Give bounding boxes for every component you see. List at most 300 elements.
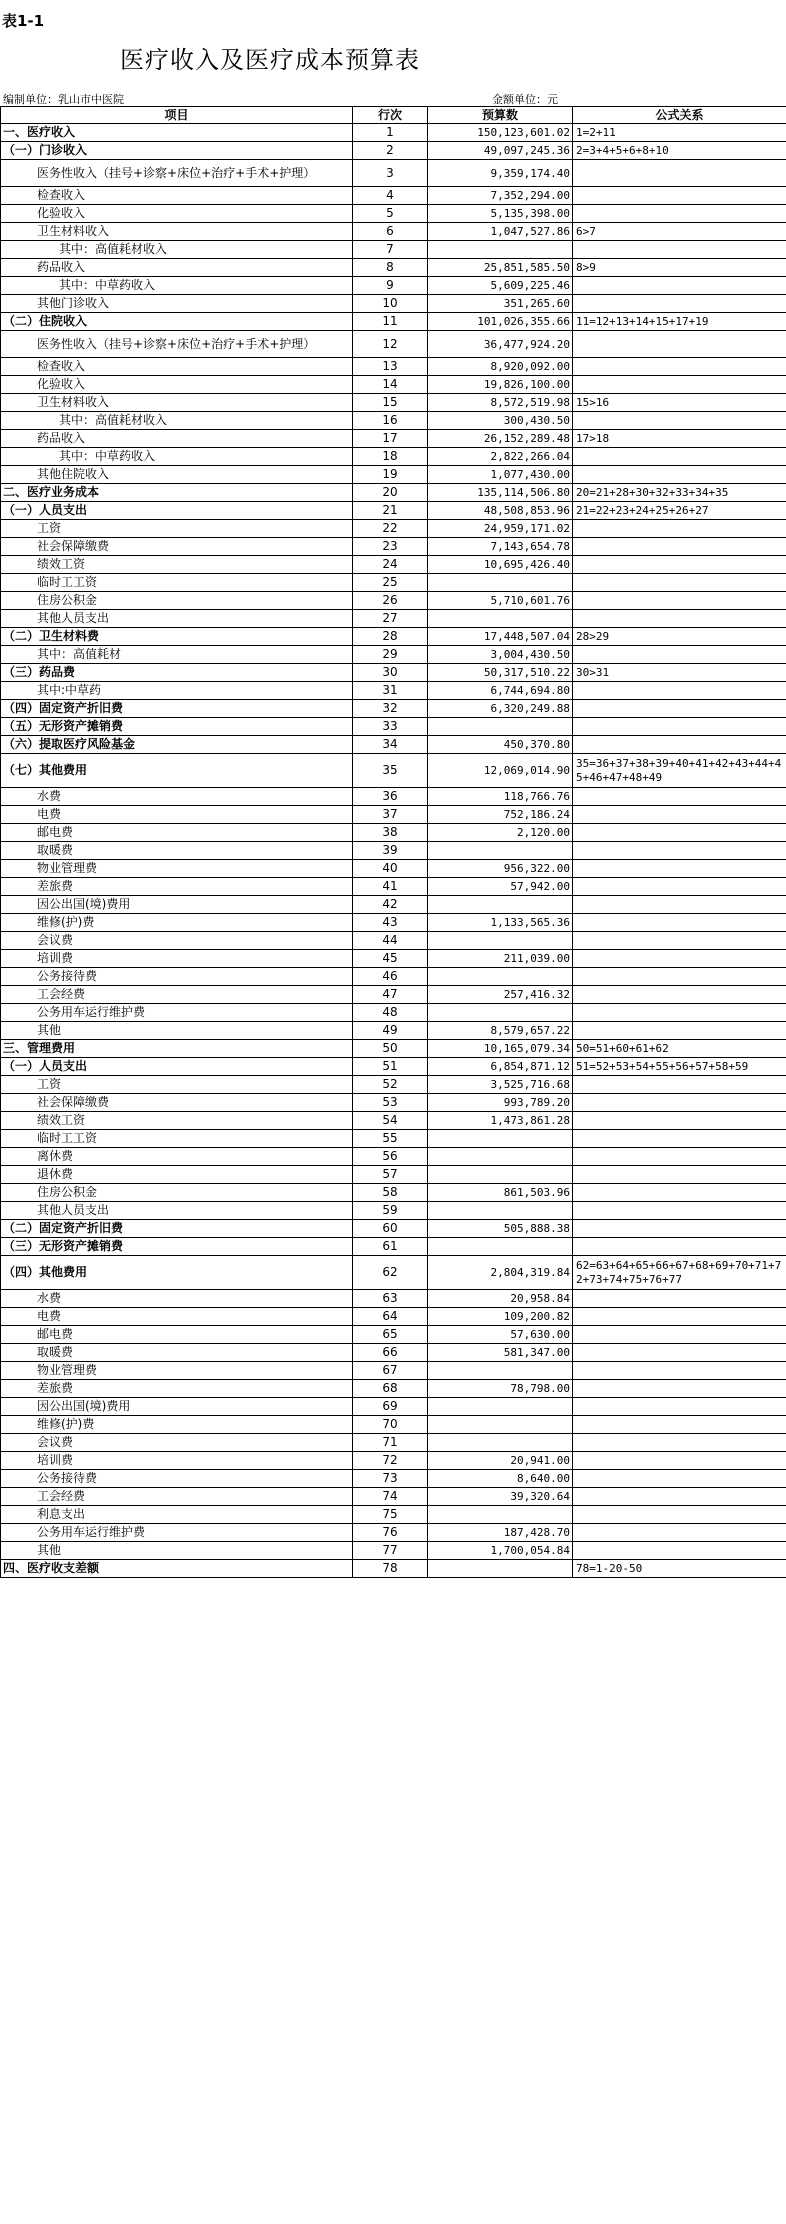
- row-item: （七）其他费用: [1, 754, 353, 788]
- table-row: [1, 610, 786, 628]
- row-item: 检查收入: [1, 358, 353, 376]
- row-formula: [573, 878, 786, 896]
- column-header-item: 项目: [1, 107, 353, 124]
- row-formula: [573, 538, 786, 556]
- row-budget-amount: 39,320.64: [428, 1488, 573, 1506]
- row-budget-amount: 2,804,319.84: [428, 1256, 573, 1290]
- table-row: [1, 824, 786, 842]
- row-line-number: 4: [353, 187, 428, 205]
- row-line-number: 56: [353, 1148, 428, 1166]
- row-line-number: 67: [353, 1362, 428, 1380]
- currency-unit: 金额单位：元: [492, 93, 558, 106]
- row-line-number: 45: [353, 950, 428, 968]
- table-row: [1, 1256, 786, 1290]
- row-item: （一）门诊收入: [1, 142, 353, 160]
- row-formula: 11=12+13+14+15+17+19: [573, 313, 786, 331]
- table-row: [1, 448, 786, 466]
- table-row: [1, 394, 786, 412]
- row-formula: 17>18: [573, 430, 786, 448]
- table-row: [1, 295, 786, 313]
- row-budget-amount: 187,428.70: [428, 1524, 573, 1542]
- row-budget-amount: 5,609,225.46: [428, 277, 573, 295]
- table-row: [1, 1434, 786, 1452]
- row-item: 培训费: [1, 1452, 353, 1470]
- row-budget-amount: 20,941.00: [428, 1452, 573, 1470]
- row-line-number: 22: [353, 520, 428, 538]
- row-budget-amount: 150,123,601.02: [428, 124, 573, 142]
- row-item: 住房公积金: [1, 1184, 353, 1202]
- row-item: 社会保障缴费: [1, 1094, 353, 1112]
- row-formula: [573, 1094, 786, 1112]
- row-line-number: 9: [353, 277, 428, 295]
- row-item: 离休费: [1, 1148, 353, 1166]
- row-line-number: 62: [353, 1256, 428, 1290]
- table-row: [1, 1184, 786, 1202]
- row-budget-amount: 861,503.96: [428, 1184, 573, 1202]
- table-row: [1, 664, 786, 682]
- row-formula: 21=22+23+24+25+26+27: [573, 502, 786, 520]
- row-budget-amount: 5,710,601.76: [428, 592, 573, 610]
- row-line-number: 25: [353, 574, 428, 592]
- row-line-number: 39: [353, 842, 428, 860]
- row-budget-amount: 1,047,527.86: [428, 223, 573, 241]
- row-line-number: 20: [353, 484, 428, 502]
- row-line-number: 19: [353, 466, 428, 484]
- row-budget-amount: [428, 1004, 573, 1022]
- row-item: 其中：中草药收入: [1, 277, 353, 295]
- table-row: [1, 718, 786, 736]
- row-line-number: 64: [353, 1308, 428, 1326]
- row-budget-amount: 752,186.24: [428, 806, 573, 824]
- row-item: 其中：高值耗材收入: [1, 241, 353, 259]
- row-line-number: 75: [353, 1506, 428, 1524]
- row-budget-amount: 36,477,924.20: [428, 331, 573, 358]
- row-item: 四、医疗收支差额: [1, 1560, 353, 1578]
- row-item: 公务接待费: [1, 1470, 353, 1488]
- row-formula: [573, 950, 786, 968]
- row-line-number: 78: [353, 1560, 428, 1578]
- row-budget-amount: 1,473,861.28: [428, 1112, 573, 1130]
- row-line-number: 31: [353, 682, 428, 700]
- table-row: [1, 1290, 786, 1308]
- table-row: [1, 1112, 786, 1130]
- row-line-number: 47: [353, 986, 428, 1004]
- row-budget-amount: 10,165,079.34: [428, 1040, 573, 1058]
- row-formula: [573, 682, 786, 700]
- row-formula: [573, 1290, 786, 1308]
- row-budget-amount: 19,826,100.00: [428, 376, 573, 394]
- row-budget-amount: 7,143,654.78: [428, 538, 573, 556]
- row-formula: 2=3+4+5+6+8+10: [573, 142, 786, 160]
- row-formula: [573, 574, 786, 592]
- row-line-number: 21: [353, 502, 428, 520]
- table-row: [1, 1524, 786, 1542]
- row-formula: [573, 1166, 786, 1184]
- row-item: 一、医疗收入: [1, 124, 353, 142]
- table-row: [1, 124, 786, 142]
- table-row: [1, 520, 786, 538]
- row-budget-amount: 7,352,294.00: [428, 187, 573, 205]
- row-formula: 35=36+37+38+39+40+41+42+43+44+45+46+47+48+49: [573, 754, 786, 788]
- table-row: [1, 986, 786, 1004]
- row-line-number: 58: [353, 1184, 428, 1202]
- table-row: [1, 241, 786, 259]
- row-line-number: 41: [353, 878, 428, 896]
- row-item: 取暖费: [1, 842, 353, 860]
- row-line-number: 69: [353, 1398, 428, 1416]
- row-line-number: 10: [353, 295, 428, 313]
- row-budget-amount: 9,359,174.40: [428, 160, 573, 187]
- row-line-number: 34: [353, 736, 428, 754]
- row-budget-amount: 25,851,585.50: [428, 259, 573, 277]
- table-row: [1, 1004, 786, 1022]
- row-line-number: 52: [353, 1076, 428, 1094]
- row-item: 检查收入: [1, 187, 353, 205]
- row-line-number: 29: [353, 646, 428, 664]
- row-item: 其中:中草药: [1, 682, 353, 700]
- row-line-number: 77: [353, 1542, 428, 1560]
- table-row: [1, 277, 786, 295]
- row-item: 维修(护)费: [1, 1416, 353, 1434]
- table-row: [1, 1416, 786, 1434]
- row-line-number: 7: [353, 241, 428, 259]
- row-budget-amount: [428, 932, 573, 950]
- table-row: [1, 574, 786, 592]
- row-budget-amount: 3,525,716.68: [428, 1076, 573, 1094]
- row-formula: [573, 1362, 786, 1380]
- table-row: [1, 1130, 786, 1148]
- row-item: 公务用车运行维护费: [1, 1004, 353, 1022]
- table-row: [1, 736, 786, 754]
- row-item: 邮电费: [1, 1326, 353, 1344]
- row-item: 工会经费: [1, 986, 353, 1004]
- row-line-number: 26: [353, 592, 428, 610]
- row-line-number: 12: [353, 331, 428, 358]
- row-budget-amount: 8,640.00: [428, 1470, 573, 1488]
- budget-table: [0, 106, 786, 1578]
- row-formula: [573, 1238, 786, 1256]
- row-formula: [573, 824, 786, 842]
- row-budget-amount: [428, 1398, 573, 1416]
- row-budget-amount: 24,959,171.02: [428, 520, 573, 538]
- row-item: 绩效工资: [1, 556, 353, 574]
- row-formula: [573, 1220, 786, 1238]
- row-line-number: 60: [353, 1220, 428, 1238]
- row-formula: [573, 986, 786, 1004]
- table-id: 表1-1: [2, 12, 45, 30]
- row-formula: 6>7: [573, 223, 786, 241]
- row-line-number: 2: [353, 142, 428, 160]
- row-line-number: 40: [353, 860, 428, 878]
- row-formula: [573, 1488, 786, 1506]
- row-line-number: 43: [353, 914, 428, 932]
- row-item: 物业管理费: [1, 1362, 353, 1380]
- row-budget-amount: 1,077,430.00: [428, 466, 573, 484]
- row-line-number: 51: [353, 1058, 428, 1076]
- row-budget-amount: 57,942.00: [428, 878, 573, 896]
- row-formula: [573, 520, 786, 538]
- row-line-number: 15: [353, 394, 428, 412]
- row-formula: [573, 1416, 786, 1434]
- row-budget-amount: 6,854,871.12: [428, 1058, 573, 1076]
- row-item: 工会经费: [1, 1488, 353, 1506]
- row-formula: [573, 700, 786, 718]
- row-budget-amount: [428, 1434, 573, 1452]
- table-row: [1, 914, 786, 932]
- row-formula: [573, 1202, 786, 1220]
- row-formula: 20=21+28+30+32+33+34+35: [573, 484, 786, 502]
- row-formula: [573, 205, 786, 223]
- row-formula: [573, 556, 786, 574]
- row-budget-amount: 5,135,398.00: [428, 205, 573, 223]
- row-budget-amount: 6,744,694.80: [428, 682, 573, 700]
- row-formula: [573, 1452, 786, 1470]
- table-row: [1, 788, 786, 806]
- row-line-number: 6: [353, 223, 428, 241]
- table-row: [1, 842, 786, 860]
- row-budget-amount: [428, 610, 573, 628]
- row-item: 卫生材料收入: [1, 394, 353, 412]
- row-formula: [573, 1022, 786, 1040]
- row-line-number: 73: [353, 1470, 428, 1488]
- row-formula: 51=52+53+54+55+56+57+58+59: [573, 1058, 786, 1076]
- row-formula: [573, 1148, 786, 1166]
- row-line-number: 74: [353, 1488, 428, 1506]
- row-item: 公务用车运行维护费: [1, 1524, 353, 1542]
- row-formula: [573, 448, 786, 466]
- row-item: 其中：中草药收入: [1, 448, 353, 466]
- row-item: 绩效工资: [1, 1112, 353, 1130]
- table-row: [1, 358, 786, 376]
- row-formula: [573, 842, 786, 860]
- table-row: [1, 950, 786, 968]
- row-item: 工资: [1, 520, 353, 538]
- row-line-number: 42: [353, 896, 428, 914]
- row-budget-amount: [428, 1362, 573, 1380]
- column-header-amount: 预算数: [428, 107, 573, 124]
- page-title: 医疗收入及医疗成本预算表: [120, 46, 420, 74]
- row-budget-amount: 2,822,266.04: [428, 448, 573, 466]
- row-item: 其他住院收入: [1, 466, 353, 484]
- row-line-number: 54: [353, 1112, 428, 1130]
- row-item: 利息支出: [1, 1506, 353, 1524]
- table-row: [1, 259, 786, 277]
- table-row: [1, 1058, 786, 1076]
- row-line-number: 1: [353, 124, 428, 142]
- row-budget-amount: 109,200.82: [428, 1308, 573, 1326]
- row-budget-amount: 49,097,245.36: [428, 142, 573, 160]
- row-budget-amount: 12,069,014.90: [428, 754, 573, 788]
- row-line-number: 48: [353, 1004, 428, 1022]
- row-item: 药品收入: [1, 259, 353, 277]
- row-line-number: 59: [353, 1202, 428, 1220]
- row-budget-amount: 450,370.80: [428, 736, 573, 754]
- row-line-number: 49: [353, 1022, 428, 1040]
- row-item: 化验收入: [1, 376, 353, 394]
- row-budget-amount: 78,798.00: [428, 1380, 573, 1398]
- row-formula: [573, 331, 786, 358]
- row-budget-amount: 20,958.84: [428, 1290, 573, 1308]
- row-item: 公务接待费: [1, 968, 353, 986]
- row-item: （二）卫生材料费: [1, 628, 353, 646]
- row-line-number: 65: [353, 1326, 428, 1344]
- row-line-number: 38: [353, 824, 428, 842]
- row-formula: [573, 1326, 786, 1344]
- table-row: [1, 538, 786, 556]
- row-formula: [573, 788, 786, 806]
- table-row: [1, 1488, 786, 1506]
- row-formula: 8>9: [573, 259, 786, 277]
- row-budget-amount: [428, 1202, 573, 1220]
- row-budget-amount: [428, 574, 573, 592]
- row-budget-amount: 993,789.20: [428, 1094, 573, 1112]
- row-item: 维修(护)费: [1, 914, 353, 932]
- row-budget-amount: 1,700,054.84: [428, 1542, 573, 1560]
- row-budget-amount: 300,430.50: [428, 412, 573, 430]
- row-line-number: 66: [353, 1344, 428, 1362]
- row-formula: [573, 860, 786, 878]
- table-row: [1, 932, 786, 950]
- row-line-number: 23: [353, 538, 428, 556]
- row-formula: [573, 1076, 786, 1094]
- row-item: 会议费: [1, 932, 353, 950]
- row-formula: [573, 914, 786, 932]
- row-formula: [573, 718, 786, 736]
- row-budget-amount: [428, 1166, 573, 1184]
- row-formula: 30>31: [573, 664, 786, 682]
- table-row: [1, 860, 786, 878]
- row-formula: [573, 1542, 786, 1560]
- row-budget-amount: [428, 1130, 573, 1148]
- row-budget-amount: [428, 1416, 573, 1434]
- row-formula: 78=1-20-50: [573, 1560, 786, 1578]
- row-budget-amount: [428, 1560, 573, 1578]
- table-row: [1, 1470, 786, 1488]
- table-row: [1, 1202, 786, 1220]
- table-row: [1, 376, 786, 394]
- row-item: 医务性收入（挂号+诊察+床位+治疗+手术+护理）: [1, 160, 353, 187]
- table-row: [1, 1326, 786, 1344]
- row-item: 工资: [1, 1076, 353, 1094]
- table-row: [1, 1094, 786, 1112]
- row-budget-amount: [428, 241, 573, 259]
- row-item: 退休费: [1, 1166, 353, 1184]
- table-row: [1, 1398, 786, 1416]
- row-budget-amount: 8,579,657.22: [428, 1022, 573, 1040]
- table-row: [1, 1166, 786, 1184]
- table-row: [1, 205, 786, 223]
- row-item: 药品收入: [1, 430, 353, 448]
- row-line-number: 14: [353, 376, 428, 394]
- row-line-number: 18: [353, 448, 428, 466]
- row-formula: 15>16: [573, 394, 786, 412]
- compiling-unit: 编制单位：乳山市中医院: [3, 93, 124, 106]
- row-line-number: 44: [353, 932, 428, 950]
- row-formula: [573, 412, 786, 430]
- row-item: 其他门诊收入: [1, 295, 353, 313]
- row-formula: [573, 187, 786, 205]
- row-line-number: 27: [353, 610, 428, 628]
- row-budget-amount: 1,133,565.36: [428, 914, 573, 932]
- row-formula: 1=2+11: [573, 124, 786, 142]
- row-item: （二）固定资产折旧费: [1, 1220, 353, 1238]
- table-row: [1, 1560, 786, 1578]
- row-formula: [573, 358, 786, 376]
- row-line-number: 61: [353, 1238, 428, 1256]
- row-item: 社会保障缴费: [1, 538, 353, 556]
- row-item: 邮电费: [1, 824, 353, 842]
- row-line-number: 55: [353, 1130, 428, 1148]
- row-formula: [573, 806, 786, 824]
- row-budget-amount: [428, 1506, 573, 1524]
- row-item: 临时工工资: [1, 1130, 353, 1148]
- row-line-number: 76: [353, 1524, 428, 1542]
- row-line-number: 71: [353, 1434, 428, 1452]
- row-budget-amount: 135,114,506.80: [428, 484, 573, 502]
- row-budget-amount: [428, 896, 573, 914]
- row-line-number: 63: [353, 1290, 428, 1308]
- row-item: （四）其他费用: [1, 1256, 353, 1290]
- row-line-number: 8: [353, 259, 428, 277]
- row-line-number: 72: [353, 1452, 428, 1470]
- table-row: [1, 187, 786, 205]
- row-line-number: 3: [353, 160, 428, 187]
- column-header-formula: 公式关系: [573, 107, 786, 124]
- row-item: 会议费: [1, 1434, 353, 1452]
- row-formula: [573, 295, 786, 313]
- table-row: [1, 628, 786, 646]
- row-item: 医务性收入（挂号+诊察+床位+治疗+手术+护理）: [1, 331, 353, 358]
- row-budget-amount: 8,920,092.00: [428, 358, 573, 376]
- row-line-number: 33: [353, 718, 428, 736]
- table-row: [1, 592, 786, 610]
- row-formula: [573, 736, 786, 754]
- row-line-number: 11: [353, 313, 428, 331]
- row-item: 其中：高值耗材收入: [1, 412, 353, 430]
- row-item: （三）药品费: [1, 664, 353, 682]
- table-row: [1, 1022, 786, 1040]
- row-budget-amount: [428, 968, 573, 986]
- row-line-number: 17: [353, 430, 428, 448]
- row-budget-amount: [428, 1238, 573, 1256]
- row-budget-amount: 101,026,355.66: [428, 313, 573, 331]
- table-row: [1, 1076, 786, 1094]
- table-row: [1, 430, 786, 448]
- row-formula: [573, 646, 786, 664]
- row-budget-amount: 956,322.00: [428, 860, 573, 878]
- table-row: [1, 1238, 786, 1256]
- table-row: [1, 968, 786, 986]
- table-row: [1, 1542, 786, 1560]
- row-budget-amount: 118,766.76: [428, 788, 573, 806]
- table-row: [1, 1362, 786, 1380]
- row-formula: [573, 277, 786, 295]
- row-item: 培训费: [1, 950, 353, 968]
- row-line-number: 24: [353, 556, 428, 574]
- table-row: [1, 1220, 786, 1238]
- table-row: [1, 1148, 786, 1166]
- row-item: 取暖费: [1, 1344, 353, 1362]
- row-item: （六）提取医疗风险基金: [1, 736, 353, 754]
- table-row: [1, 466, 786, 484]
- row-formula: [573, 1470, 786, 1488]
- row-line-number: 16: [353, 412, 428, 430]
- row-item: （四）固定资产折旧费: [1, 700, 353, 718]
- table-row: [1, 1344, 786, 1362]
- row-budget-amount: 26,152,289.48: [428, 430, 573, 448]
- table-row: [1, 412, 786, 430]
- row-formula: [573, 1524, 786, 1542]
